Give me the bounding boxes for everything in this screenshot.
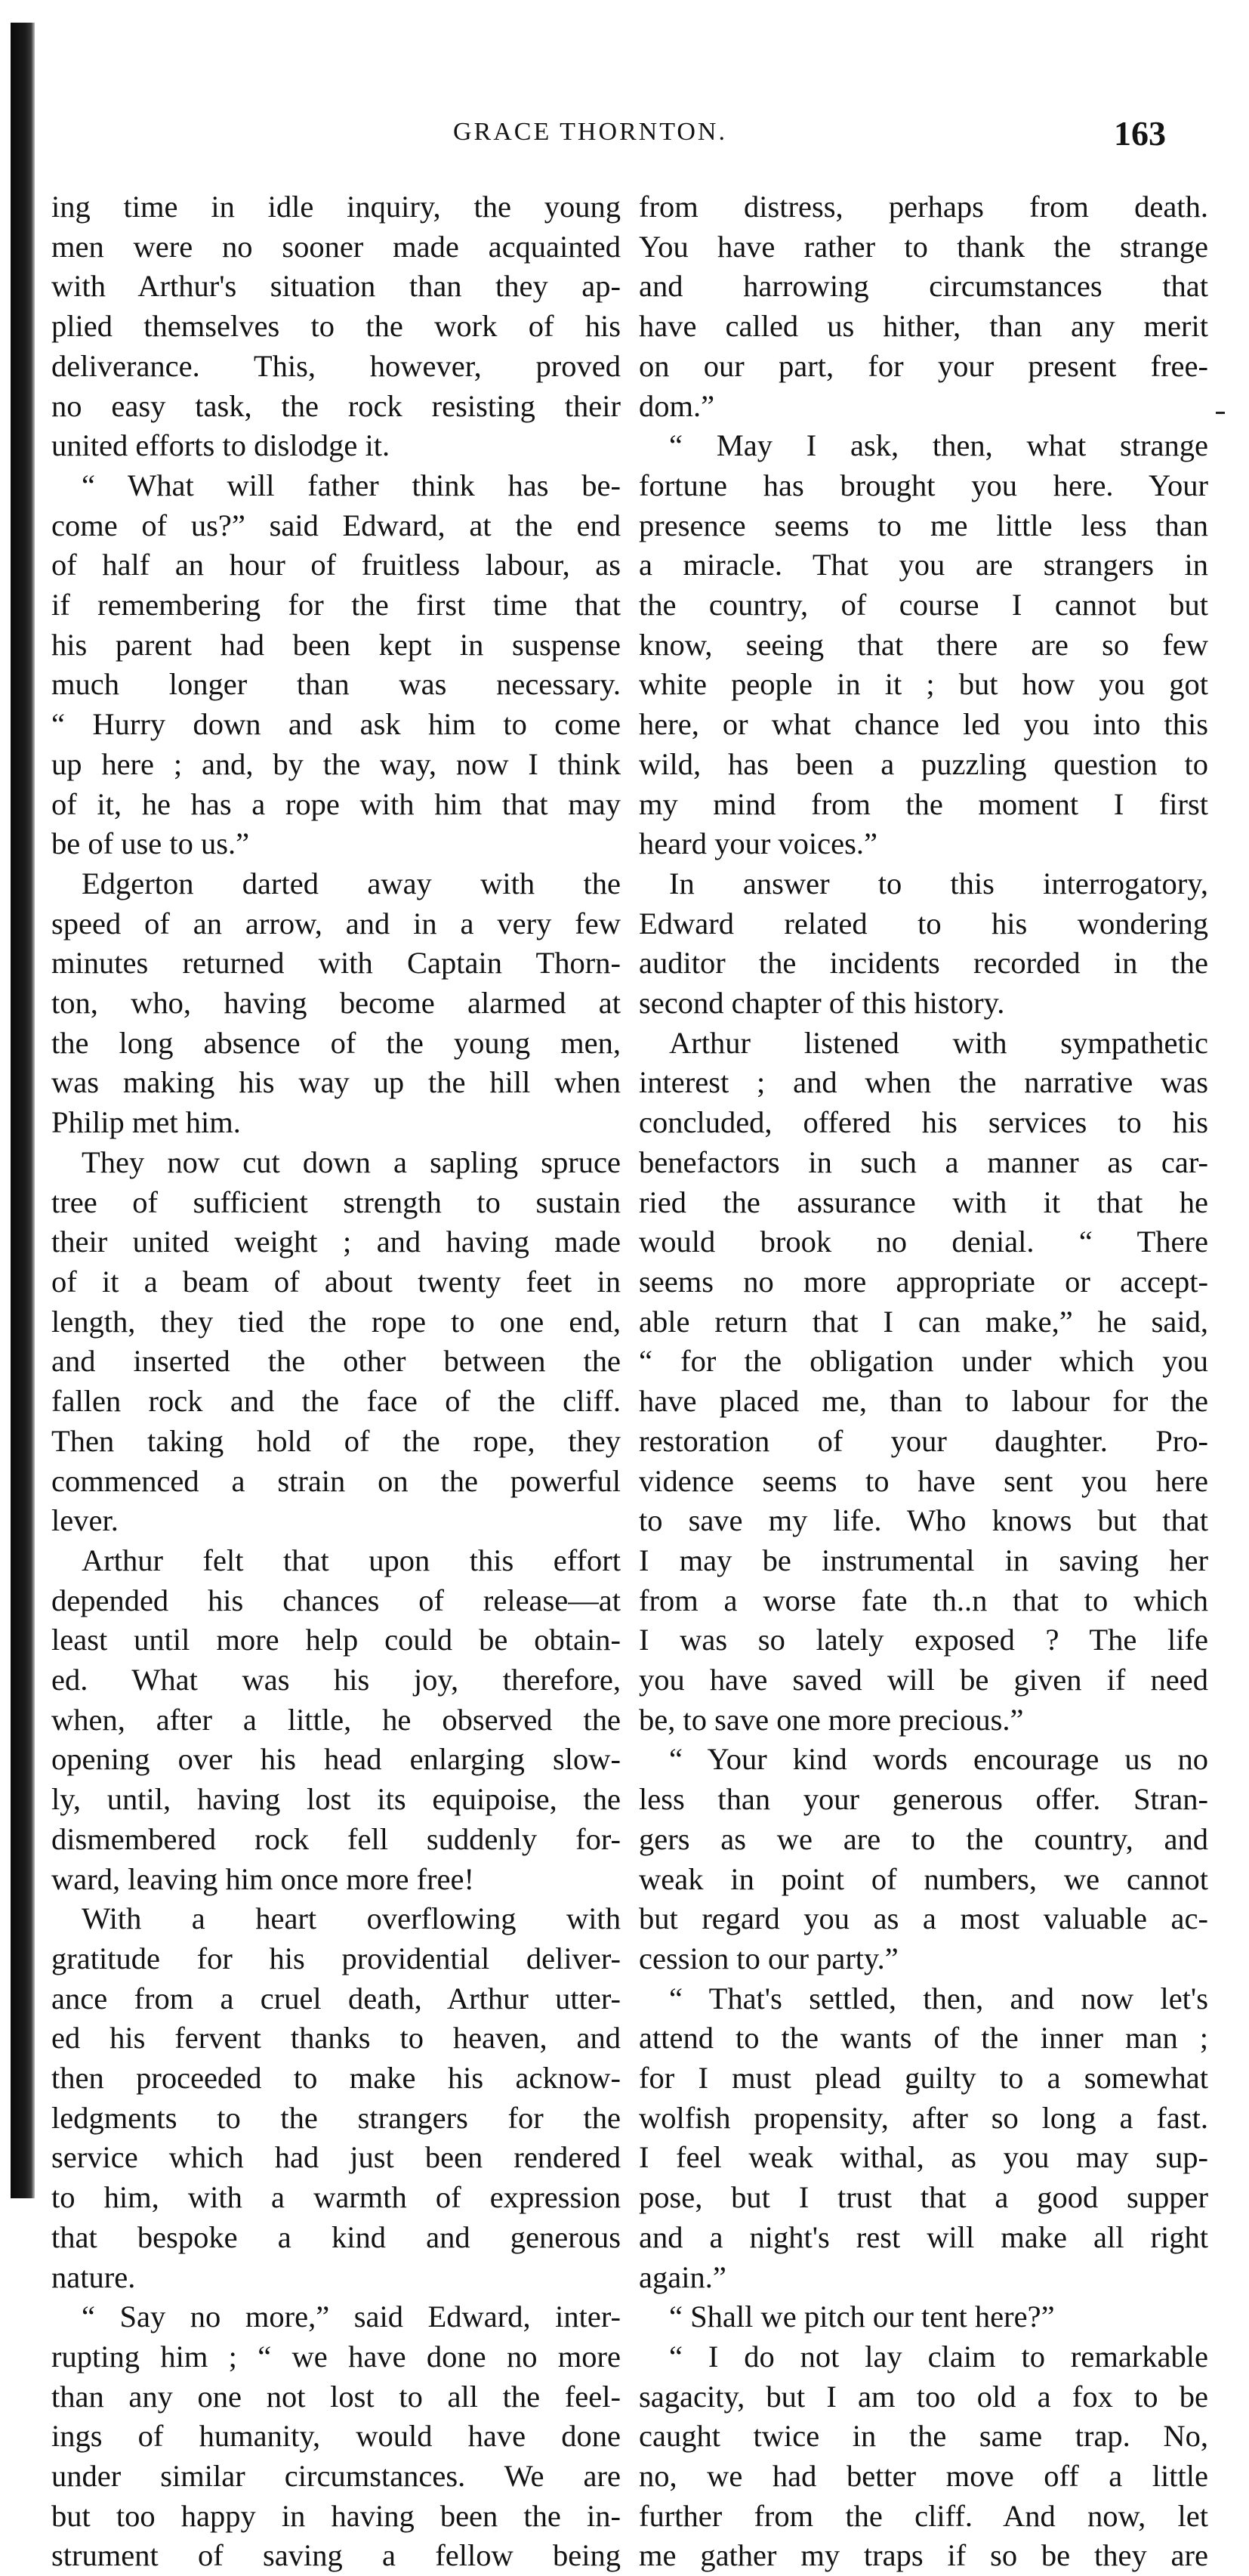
text-line: then proceeded to make his acknow- — [51, 2061, 621, 2096]
text-line: “ May I ask, then, what strange — [669, 428, 1208, 463]
text-line: dismembered rock fell suddenly for- — [51, 1821, 621, 1856]
text-line: “ Your kind words encourage us no — [669, 1742, 1208, 1777]
text-line: that bespoke a kind and generous — [51, 2219, 621, 2254]
text-line: from a worse fate th..n that to which — [639, 1583, 1208, 1617]
text-line: ed his fervent thanks to heaven, and — [51, 2021, 621, 2056]
text-line: no, we had better move off a little — [639, 2459, 1208, 2494]
text-line: of half an hour of fruitless labour, as — [51, 548, 621, 582]
text-line: weak in point of numbers, we cannot — [639, 1861, 1208, 1896]
text-line: seems no more appropriate or accept- — [639, 1264, 1208, 1299]
text-column-left — [51, 187, 621, 2576]
text-line: again.” — [639, 2259, 726, 2294]
text-line: ward, leaving him once more free! — [51, 1861, 474, 1896]
text-line: me gather my traps if so be they are — [639, 2538, 1208, 2573]
text-line: but too happy in having been the in- — [51, 2498, 621, 2533]
text-line: wolfish propensity, after so long a fast. — [639, 2100, 1208, 2135]
text-line: ledgments to the strangers for the — [51, 2100, 621, 2135]
text-line: They now cut down a sapling spruce — [82, 1144, 621, 1179]
text-line: cession to our party.” — [639, 1941, 899, 1975]
text-line: Then taking hold of the rope, they — [51, 1423, 621, 1458]
text-line: and harrowing circumstances that — [639, 269, 1208, 304]
text-line: speed of an arrow, and in a very few — [51, 906, 621, 941]
text-line: able return that I can make,” he said, — [639, 1304, 1208, 1339]
text-line: lever. — [51, 1503, 119, 1538]
text-line: Arthur listened with sympathetic — [669, 1025, 1208, 1060]
text-line: than any one not lost to all the feel- — [51, 2379, 621, 2414]
text-line: “ Say no more,” said Edward, inter- — [82, 2300, 621, 2334]
text-line: men were no sooner made acquainted — [51, 229, 621, 264]
text-line: “ Hurry down and ask him to come — [51, 707, 621, 742]
text-line: benefactors in such a manner as car- — [639, 1144, 1208, 1179]
text-line: presence seems to me little less than — [639, 508, 1208, 542]
text-line: least until more help could be obtain- — [51, 1623, 621, 1657]
text-line: further from the cliff. And now, let — [639, 2498, 1208, 2533]
text-line: the long absence of the young men, — [51, 1025, 621, 1060]
text-line: here, or what chance led you into this — [639, 707, 1208, 742]
text-line: ly, until, having lost its equipoise, the — [51, 1782, 621, 1817]
text-line: I feel weak withal, as you may sup- — [639, 2140, 1208, 2175]
text-line: ance from a cruel death, Arthur utter- — [51, 1981, 621, 2015]
text-column-right — [639, 187, 1208, 2576]
text-line: deliverance. This, however, proved — [51, 348, 621, 383]
text-line: wild, has been a puzzling question to — [639, 746, 1208, 781]
text-line: With a heart overflowing with — [82, 1901, 621, 1936]
text-line: their united weight ; and having made — [51, 1225, 621, 1259]
text-line: dom.” — [639, 388, 715, 423]
text-line: be, to save one more precious.” — [639, 1702, 1024, 1737]
text-line: Edgerton darted away with the — [82, 866, 621, 900]
text-line: have placed me, than to labour for the — [639, 1384, 1208, 1419]
text-line: Edward related to his wondering — [639, 906, 1208, 941]
text-line: much longer than was necessary. — [51, 667, 621, 702]
text-line: to him, with a warmth of expression — [51, 2180, 621, 2215]
text-line: less than your generous offer. Stran- — [639, 1782, 1208, 1817]
text-line: be of use to us.” — [51, 826, 250, 861]
text-line: up here ; and, by the way, now I think — [51, 746, 621, 781]
running-title: GRACE THORNTON. — [453, 118, 727, 146]
text-line: concluded, offered his services to his — [639, 1105, 1208, 1140]
text-line: length, they tied the rope to one end, — [51, 1304, 621, 1339]
text-line: united efforts to dislodge it. — [51, 428, 390, 463]
text-line: “ That's settled, then, and now let's — [669, 1981, 1208, 2015]
text-line: with Arthur's situation than they ap- — [51, 269, 621, 304]
text-line: rupting him ; “ we have done no more — [51, 2339, 621, 2374]
text-line: come of us?” said Edward, at the end — [51, 508, 621, 542]
text-line: white people in it ; but how you got — [639, 667, 1208, 702]
text-line: fallen rock and the face of the cliff. — [51, 1384, 621, 1419]
text-line: heard your voices.” — [639, 826, 877, 861]
text-line: for I must plead guilty to a somewhat — [639, 2061, 1208, 2096]
text-line: restoration of your daughter. Pro- — [639, 1423, 1208, 1458]
text-line: caught twice in the same trap. No, — [639, 2419, 1208, 2454]
text-line: my mind from the moment I first — [639, 786, 1208, 821]
text-line: Arthur felt that upon this effort — [82, 1543, 621, 1577]
text-line: ings of humanity, would have done — [51, 2419, 621, 2454]
text-line: ing time in idle inquiry, the young — [51, 190, 621, 224]
text-line: opening over his head enlarging slow- — [51, 1742, 621, 1777]
text-line: tree of sufficient strength to sustain — [51, 1185, 621, 1219]
text-line: fortune has brought you here. Your — [639, 468, 1208, 502]
text-line: ton, who, having become alarmed at — [51, 986, 621, 1021]
text-line: Philip met him. — [51, 1105, 241, 1140]
text-line: a miracle. That you are strangers in — [639, 548, 1208, 582]
text-line: strument of saving a fellow being — [51, 2538, 621, 2573]
book-binding-edge — [11, 23, 35, 2198]
text-line: the country, of course I cannot but — [639, 588, 1208, 622]
text-line: ed. What was his joy, therefore, — [51, 1663, 621, 1697]
text-line: when, after a little, he observed the — [51, 1702, 621, 1737]
text-line: but regard you as a most valuable ac- — [639, 1901, 1208, 1936]
text-line: In answer to this interrogatory, — [669, 866, 1208, 900]
text-line: of it a beam of about twenty feet in — [51, 1264, 621, 1299]
text-line: of it, he has a rope with him that may — [51, 786, 621, 821]
text-line: you have saved will be given if need — [639, 1663, 1208, 1697]
text-line: would brook no denial. “ There — [639, 1225, 1208, 1259]
margin-mark — [1216, 412, 1225, 414]
text-line: “ Shall we pitch our tent here?” — [669, 2300, 1055, 2334]
text-line: “ What will father think has be- — [82, 468, 621, 502]
text-line: “ for the obligation under which you — [639, 1344, 1208, 1379]
text-line: service which had just been rendered — [51, 2140, 621, 2175]
text-line: attend to the wants of the inner man ; — [639, 2021, 1208, 2056]
text-line: gers as we are to the country, and — [639, 1821, 1208, 1856]
text-line: under similar circumstances. We are — [51, 2459, 621, 2494]
page-number: 163 — [1114, 114, 1166, 153]
text-line: to save my life. Who knows but that — [639, 1503, 1208, 1538]
text-line: if remembering for the first time that — [51, 588, 621, 622]
text-line: gratitude for his providential deliver- — [51, 1941, 621, 1975]
text-line: auditor the incidents recorded in the — [639, 946, 1208, 981]
text-line: sagacity, but I am too old a fox to be — [639, 2379, 1208, 2414]
text-line: and a night's rest will make all right — [639, 2219, 1208, 2254]
text-line: “ I do not lay claim to remarkable — [669, 2339, 1208, 2374]
text-line: know, seeing that there are so few — [639, 627, 1208, 662]
text-line: commenced a strain on the powerful — [51, 1463, 621, 1498]
text-line: and inserted the other between the — [51, 1344, 621, 1379]
text-line: on our part, for your present free- — [639, 348, 1208, 383]
text-line: no easy task, the rock resisting their — [51, 388, 621, 423]
text-line: nature. — [51, 2259, 136, 2294]
text-line: ried the assurance with it that he — [639, 1185, 1208, 1219]
text-line: I may be instrumental in saving her — [639, 1543, 1208, 1577]
text-line: interest ; and when the narrative was — [639, 1065, 1208, 1100]
text-line: depended his chances of release—at — [51, 1583, 621, 1617]
text-line: have called us hither, than any merit — [639, 309, 1208, 344]
text-line: You have rather to thank the strange — [639, 229, 1208, 264]
text-line: vidence seems to have sent you here — [639, 1463, 1208, 1498]
text-line: his parent had been kept in suspense — [51, 627, 621, 662]
text-line: plied themselves to the work of his — [51, 309, 621, 344]
text-line: was making his way up the hill when — [51, 1065, 621, 1100]
text-line: second chapter of this history. — [639, 986, 1005, 1021]
text-line: minutes returned with Captain Thorn- — [51, 946, 621, 981]
text-line: pose, but I trust that a good supper — [639, 2180, 1208, 2215]
text-line: from distress, perhaps from death. — [639, 190, 1208, 224]
text-line: I was so lately exposed ? The life — [639, 1623, 1208, 1657]
